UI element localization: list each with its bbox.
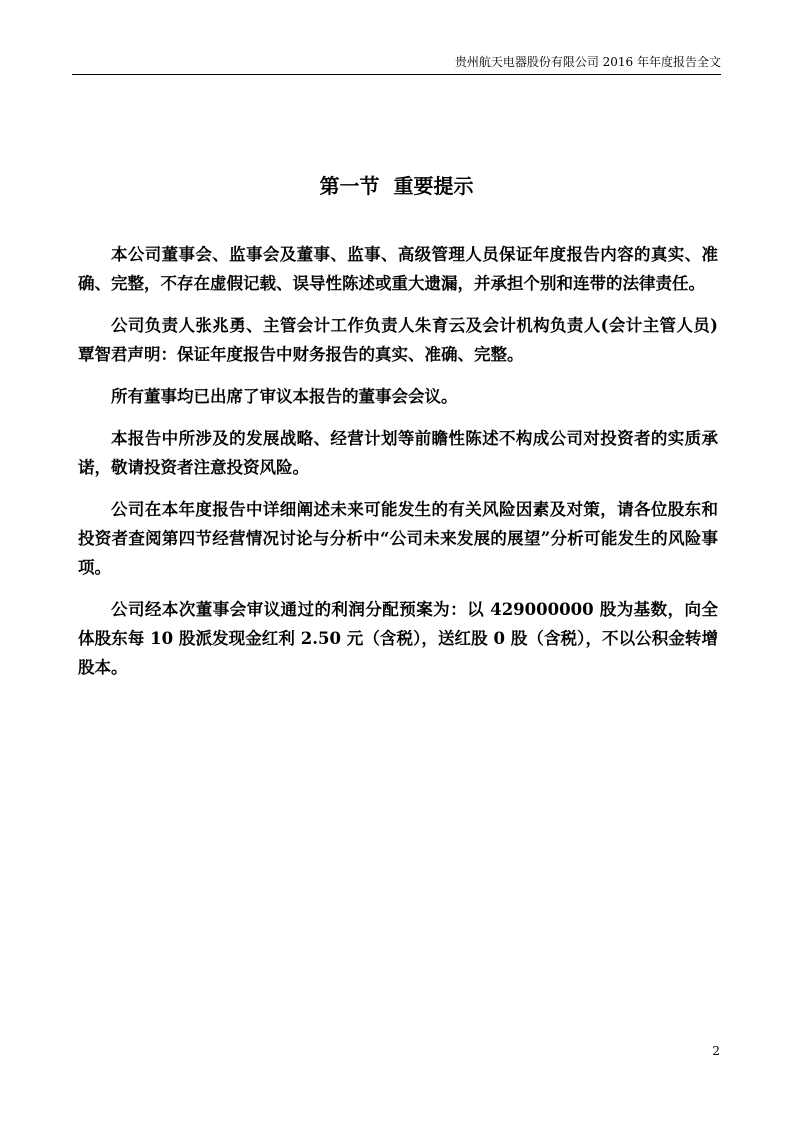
paragraph-profit-distribution: 公司经本次董事会审议通过的利润分配预案为：以 429000000 股为基数，向全体股东每 10 股派发现金红利 2.50 元（含税），送红股 0 股（含税），不以公积金转增股本。 [78,600,718,677]
section-title: 第一节 重要提示 [319,174,474,198]
paragraph-responsible-persons: 公司负责人张兆勇、主管会计工作负责人朱育云及会计机构负责人(会计主管人员)覃智君声明：保证年度报告中财务报告的真实、准确、完整。 [78,316,718,364]
paragraph-director-attendance: 所有董事均已出席了审议本报告的董事会会议。 [111,387,458,406]
paragraph-forward-looking: 本报告中所涉及的发展战略、经营计划等前瞻性陈述不构成公司对投资者的实质承诺，敬请投资者注意投资风险。 [78,429,718,477]
paragraph-risk-factors: 公司在本年度报告中详细阐述未来可能发生的有关风险因素及对策，请各位股东和投资者查阅第四节经营情况讨论与分析中“公司未来发展的展望”分析可能发生的风险事项。 [78,500,718,577]
page-number: 2 [712,1044,720,1058]
page-header [72,52,721,75]
header-running-title: 贵州航天电器股份有限公司 2016 年年度报告全文 [454,55,721,69]
paragraph-board-guarantee: 本公司董事会、监事会及董事、监事、高级管理人员保证年度报告内容的真实、准确、完整，不存在虚假记载、误导性陈述或重大遗漏，并承担个别和连带的法律责任。 [78,245,718,293]
important-notice-body [78,240,718,695]
